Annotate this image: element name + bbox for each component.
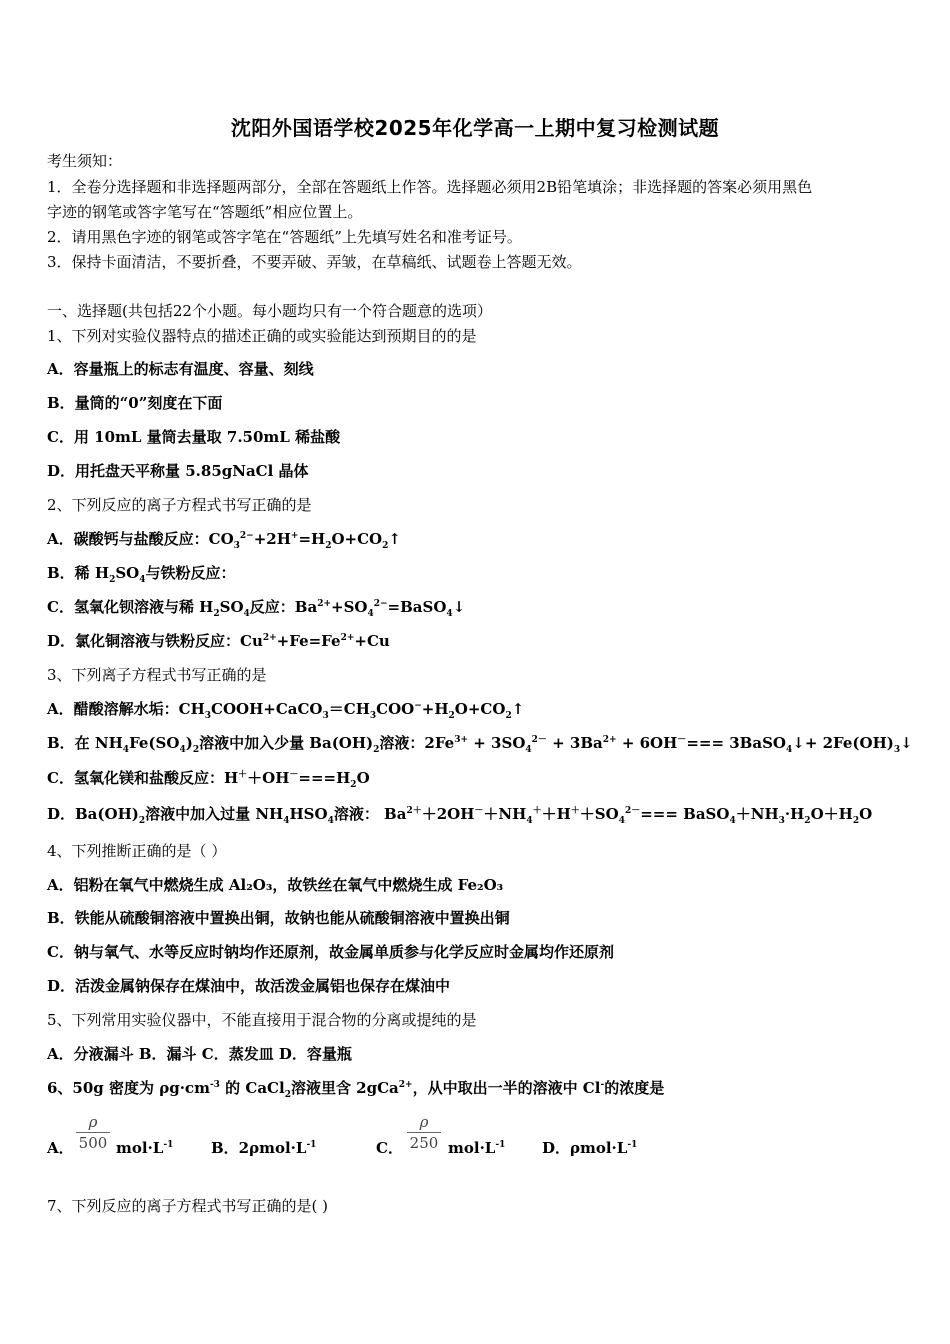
q2-option-b: B．稀 $H_2SO_4$与铁粉反应：: [47, 564, 236, 585]
page-title: 沈阳外国语学校2025年化学高一上期中复习检测试题: [230, 116, 720, 140]
q3-option-d: D．$Ba(OH)_2$溶液中加入过量 $NH_4HSO_4$溶液： $Ba^{2+}+2OH^-+NH_4^++H^++SO_4^{2-}===$ $BaSO_4+NH_3\cdot H_2O+H_2O$: [47, 805, 873, 826]
q6-a-numerator: ρ: [88, 1113, 98, 1131]
q2-option-a: A．碳酸钙与盐酸反应：$CO_3^{2-}+2H^+=H_2O+CO_2↑$: [47, 530, 401, 551]
notice-heading: 考生须知：: [47, 152, 123, 170]
q6-option-c-unit: $mol\cdot L^{-1}$: [448, 1139, 506, 1157]
q2-option-d-label: D．氯化铜溶液与铁粉反应：Cu: [47, 632, 263, 650]
notice-line-1b: 字迹的钢笔或答字笔写在“答题纸”相应位置上。: [47, 203, 363, 221]
q4-option-d: D．活泼金属钠保存在煤油中，故活泼金属铝也保存在煤油中: [47, 977, 451, 995]
q6-option-c-label: C．: [376, 1139, 403, 1157]
q4-option-c: C．钠与氧气、水等反应时钠均作还原剂，故金属单质参与化学反应时金属均作还原剂: [47, 943, 614, 961]
q2-option-d: D．氯化铜溶液与铁粉反应：$Cu^{2+}+Fe=Fe^{2+}+Cu$: [47, 632, 390, 650]
q6-c-denominator: 250: [409, 1134, 439, 1152]
q4-option-a: A．铝粉在氧气中燃烧生成 Al₂O₃，故铁丝在氧气中燃烧生成 Fe₂O₃: [47, 876, 504, 894]
q6-option-a-fraction: [76, 1113, 110, 1152]
q2-option-c: C．氢氧化钡溶液与稀 $H_2SO_4$反应：$Ba^{2+}+SO_4^{2-}=BaSO_4↓$: [47, 598, 466, 619]
q6-d-text: D．ρmol·L: [542, 1139, 628, 1157]
q5-options: A．分液漏斗 B．漏斗 C．蒸发皿 D．容量瓶: [47, 1045, 352, 1063]
q4-option-b: B．铁能从硫酸铜溶液中置换出铜，故钠也能从硫酸铜溶液中置换出铜: [47, 909, 510, 927]
q3-option-c: C．氢氧化镁和盐酸反应：$H^++OH^-===H_2O$: [47, 769, 370, 790]
q1-option-b: B．量筒的“0”刻度在下面: [47, 394, 223, 412]
q6-stem: 6、50g 密度为 $\rho g\cdot cm^{-3}$ 的 CaCl$_2$溶液里含 2gCa$^{2+}$，从中取出一半的溶液中 Cl-的浓度是: [47, 1079, 665, 1100]
q4-stem: 4、下列推断正确的是（ ）: [47, 842, 227, 860]
q5-stem: 5、下列常用实验仪器中，不能直接用于混合物的分离或提纯的是: [47, 1011, 477, 1029]
notice-line-1a: 1．全卷分选择题和非选择题两部分，全部在答题纸上作答。选择题必须用2B铅笔填涂；非选择题的答案必须用黑色: [47, 178, 813, 196]
q6-stem-label: 6、50g 密度为 ρg·cm: [47, 1079, 210, 1097]
q1-option-c: C．用 10mL 量筒去量取 7.50mL 稀盐酸: [47, 428, 341, 446]
q2-option-c-label: C．氢氧化钡溶液与稀 H: [47, 598, 214, 616]
q6-option-c-fraction: [407, 1113, 441, 1152]
q6-a-unit-text: mol·L: [116, 1139, 164, 1157]
q3-stem: 3、下列离子方程式书写正确的是: [47, 666, 267, 684]
q6-option-a-unit: $mol\cdot L^{-1}$: [116, 1139, 174, 1157]
q6-option-a-label: A．: [47, 1139, 74, 1157]
q6-option-b: B．$2\rho mol\cdot L^{-1}$: [211, 1139, 317, 1157]
q6-a-denominator: 500: [78, 1134, 108, 1152]
notice-line-3: 3．保持卡面清洁，不要折叠，不要弄破、弄皱，在草稿纸、试题卷上答题无效。: [47, 253, 582, 271]
q3-option-a: A．醋酸溶解水垢：$CH_3COOH+CaCO_3=CH_3COO^-+H_2O+CO_2↑$: [47, 700, 525, 721]
q6-b-text: B．2ρmol·L: [211, 1139, 307, 1157]
q6-option-d: D．$\rho mol\cdot L^{-1}$: [542, 1139, 638, 1157]
notice-line-2: 2．请用黑色字迹的钢笔或答字笔在“答题纸”上先填写姓名和准考证号。: [47, 228, 522, 246]
q2-stem: 2、下列反应的离子方程式书写正确的是: [47, 496, 312, 514]
q3-option-b: B．在 $NH_4Fe(SO_4)_2$溶液中加入少量 $Ba(OH)_2$溶液：$2Fe^{3+} + 3SO_4^{2-} + 3Ba^{2+} + 6OH^-===$ 3BaSO$_4$↓+ $2Fe(OH)_3↓$: [47, 734, 913, 755]
q1-option-d: D．用托盘天平称量 5.85gNaCl 晶体: [47, 462, 309, 480]
q1-option-a: A．容量瓶上的标志有温度、容量、刻线: [47, 360, 314, 378]
q7-stem: 7、下列反应的离子方程式书写正确的是( ): [47, 1197, 329, 1215]
section-heading: 一、选择题(共包括22个小题。每小题均只有一个符合题意的选项）: [47, 302, 492, 320]
q6-c-numerator: ρ: [419, 1113, 429, 1131]
q2-option-b-label: B．稀 H: [47, 564, 110, 582]
q6-c-unit-text: mol·L: [448, 1139, 496, 1157]
q1-stem: 1、下列对实验仪器特点的描述正确的或实验能达到预期目的的是: [47, 327, 477, 345]
q2-option-a-label: A．碳酸钙与盐酸反应：CO: [47, 530, 234, 548]
